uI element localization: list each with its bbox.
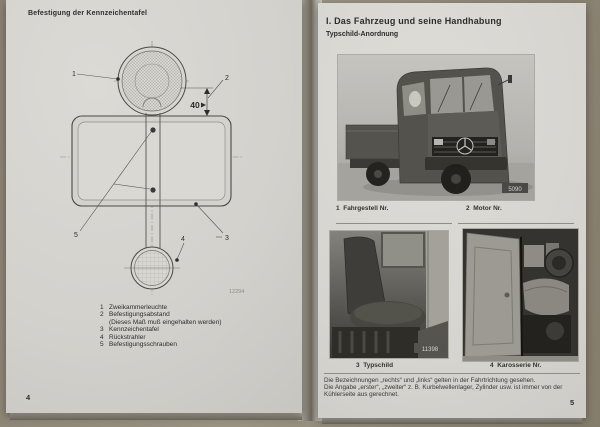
mounting-screw-bottom bbox=[150, 187, 155, 192]
headlight-left bbox=[434, 139, 443, 145]
reflector-lamp bbox=[124, 247, 180, 289]
svg-text:3: 3 bbox=[225, 235, 229, 242]
seat-photo-ref: 11398 bbox=[421, 347, 439, 353]
mirror bbox=[508, 75, 512, 83]
caption-motor-nr: 2 Motor Nr. bbox=[466, 205, 502, 212]
truck-photo bbox=[338, 55, 534, 200]
legend-item-1: 1 Zweikammerleuchte bbox=[100, 304, 168, 311]
figure-reference-number: 12294 bbox=[229, 289, 245, 295]
two-chamber-lamp bbox=[118, 47, 186, 115]
caption-fahrgestell-nr: 1 Fahrgestell Nr. bbox=[336, 205, 389, 212]
svg-text:4: 4 bbox=[181, 236, 185, 243]
callout-2 bbox=[208, 75, 229, 98]
left-page bbox=[6, 0, 302, 413]
legend-item-4: 4 Rückstrahler bbox=[100, 333, 146, 341]
legend-item-5: 5 Befestigungsschrauben bbox=[100, 341, 177, 349]
driver-figure bbox=[409, 91, 421, 107]
svg-text:2: 2 bbox=[225, 75, 229, 82]
right-page-number: 5 bbox=[570, 398, 575, 407]
motor-write-in-line bbox=[458, 223, 574, 224]
footnote-rule bbox=[324, 373, 580, 374]
diagram-legend bbox=[100, 304, 221, 348]
dimension-label: 40 bbox=[190, 100, 200, 110]
page-stack-edge-left bbox=[10, 413, 302, 420]
callout-4 bbox=[175, 236, 185, 262]
svg-text:1: 1 bbox=[72, 71, 76, 78]
footnote-line-1: Die Bezeichnungen „rechts“ und „links“ gelten in der Fahrtrichtung gesehen. bbox=[324, 377, 536, 384]
license-plate-mounting-diagram bbox=[50, 33, 265, 303]
fahrgestell-write-in-line bbox=[336, 223, 452, 224]
page-stack-edge-right bbox=[322, 418, 582, 424]
left-page-header: Befestigung der Kennzeichentafel bbox=[28, 10, 148, 17]
dimension-40 bbox=[180, 88, 213, 116]
door-compartment-photo bbox=[463, 229, 578, 361]
callout-1 bbox=[72, 71, 120, 81]
footnote-line-2: Die Angabe „erster“, „zweiter“ z. B. Kurbelwellenlager, Zylinder usw. ist immer von der bbox=[324, 384, 563, 392]
footnote bbox=[324, 377, 580, 399]
caption-typschild: 3 Typschild bbox=[356, 362, 394, 369]
door-handle bbox=[505, 293, 510, 298]
svg-text:5: 5 bbox=[74, 232, 78, 239]
legend-item-2: 2 Befestigungsabstand bbox=[100, 311, 170, 319]
right-page bbox=[318, 3, 586, 418]
mercedes-star-icon bbox=[457, 138, 473, 154]
legend-item-3: 3 Kennzeichentafel bbox=[100, 326, 159, 334]
headlight-right bbox=[487, 139, 495, 145]
open-door-panel bbox=[465, 233, 521, 357]
left-page-number: 4 bbox=[26, 393, 31, 402]
seat-photo bbox=[330, 231, 448, 358]
legend-item-2-note: (Dieses Maß muß eingehalten werden) bbox=[109, 318, 222, 326]
mounting-screw-top bbox=[150, 127, 155, 132]
section-title: Typschild-Anordnung bbox=[326, 31, 399, 38]
caption-karosserie-nr: 4 Karosserie Nr. bbox=[490, 362, 542, 369]
cab-rear-window bbox=[382, 233, 424, 267]
footnote-line-3: Kühlerseite aus gerechnet. bbox=[324, 391, 399, 399]
compartment-interior bbox=[523, 243, 573, 353]
chapter-title: I. Das Fahrzeug und seine Handhabung bbox=[326, 16, 502, 26]
truck-photo-ref: 5090 bbox=[508, 187, 522, 193]
callout-3 bbox=[194, 202, 229, 242]
